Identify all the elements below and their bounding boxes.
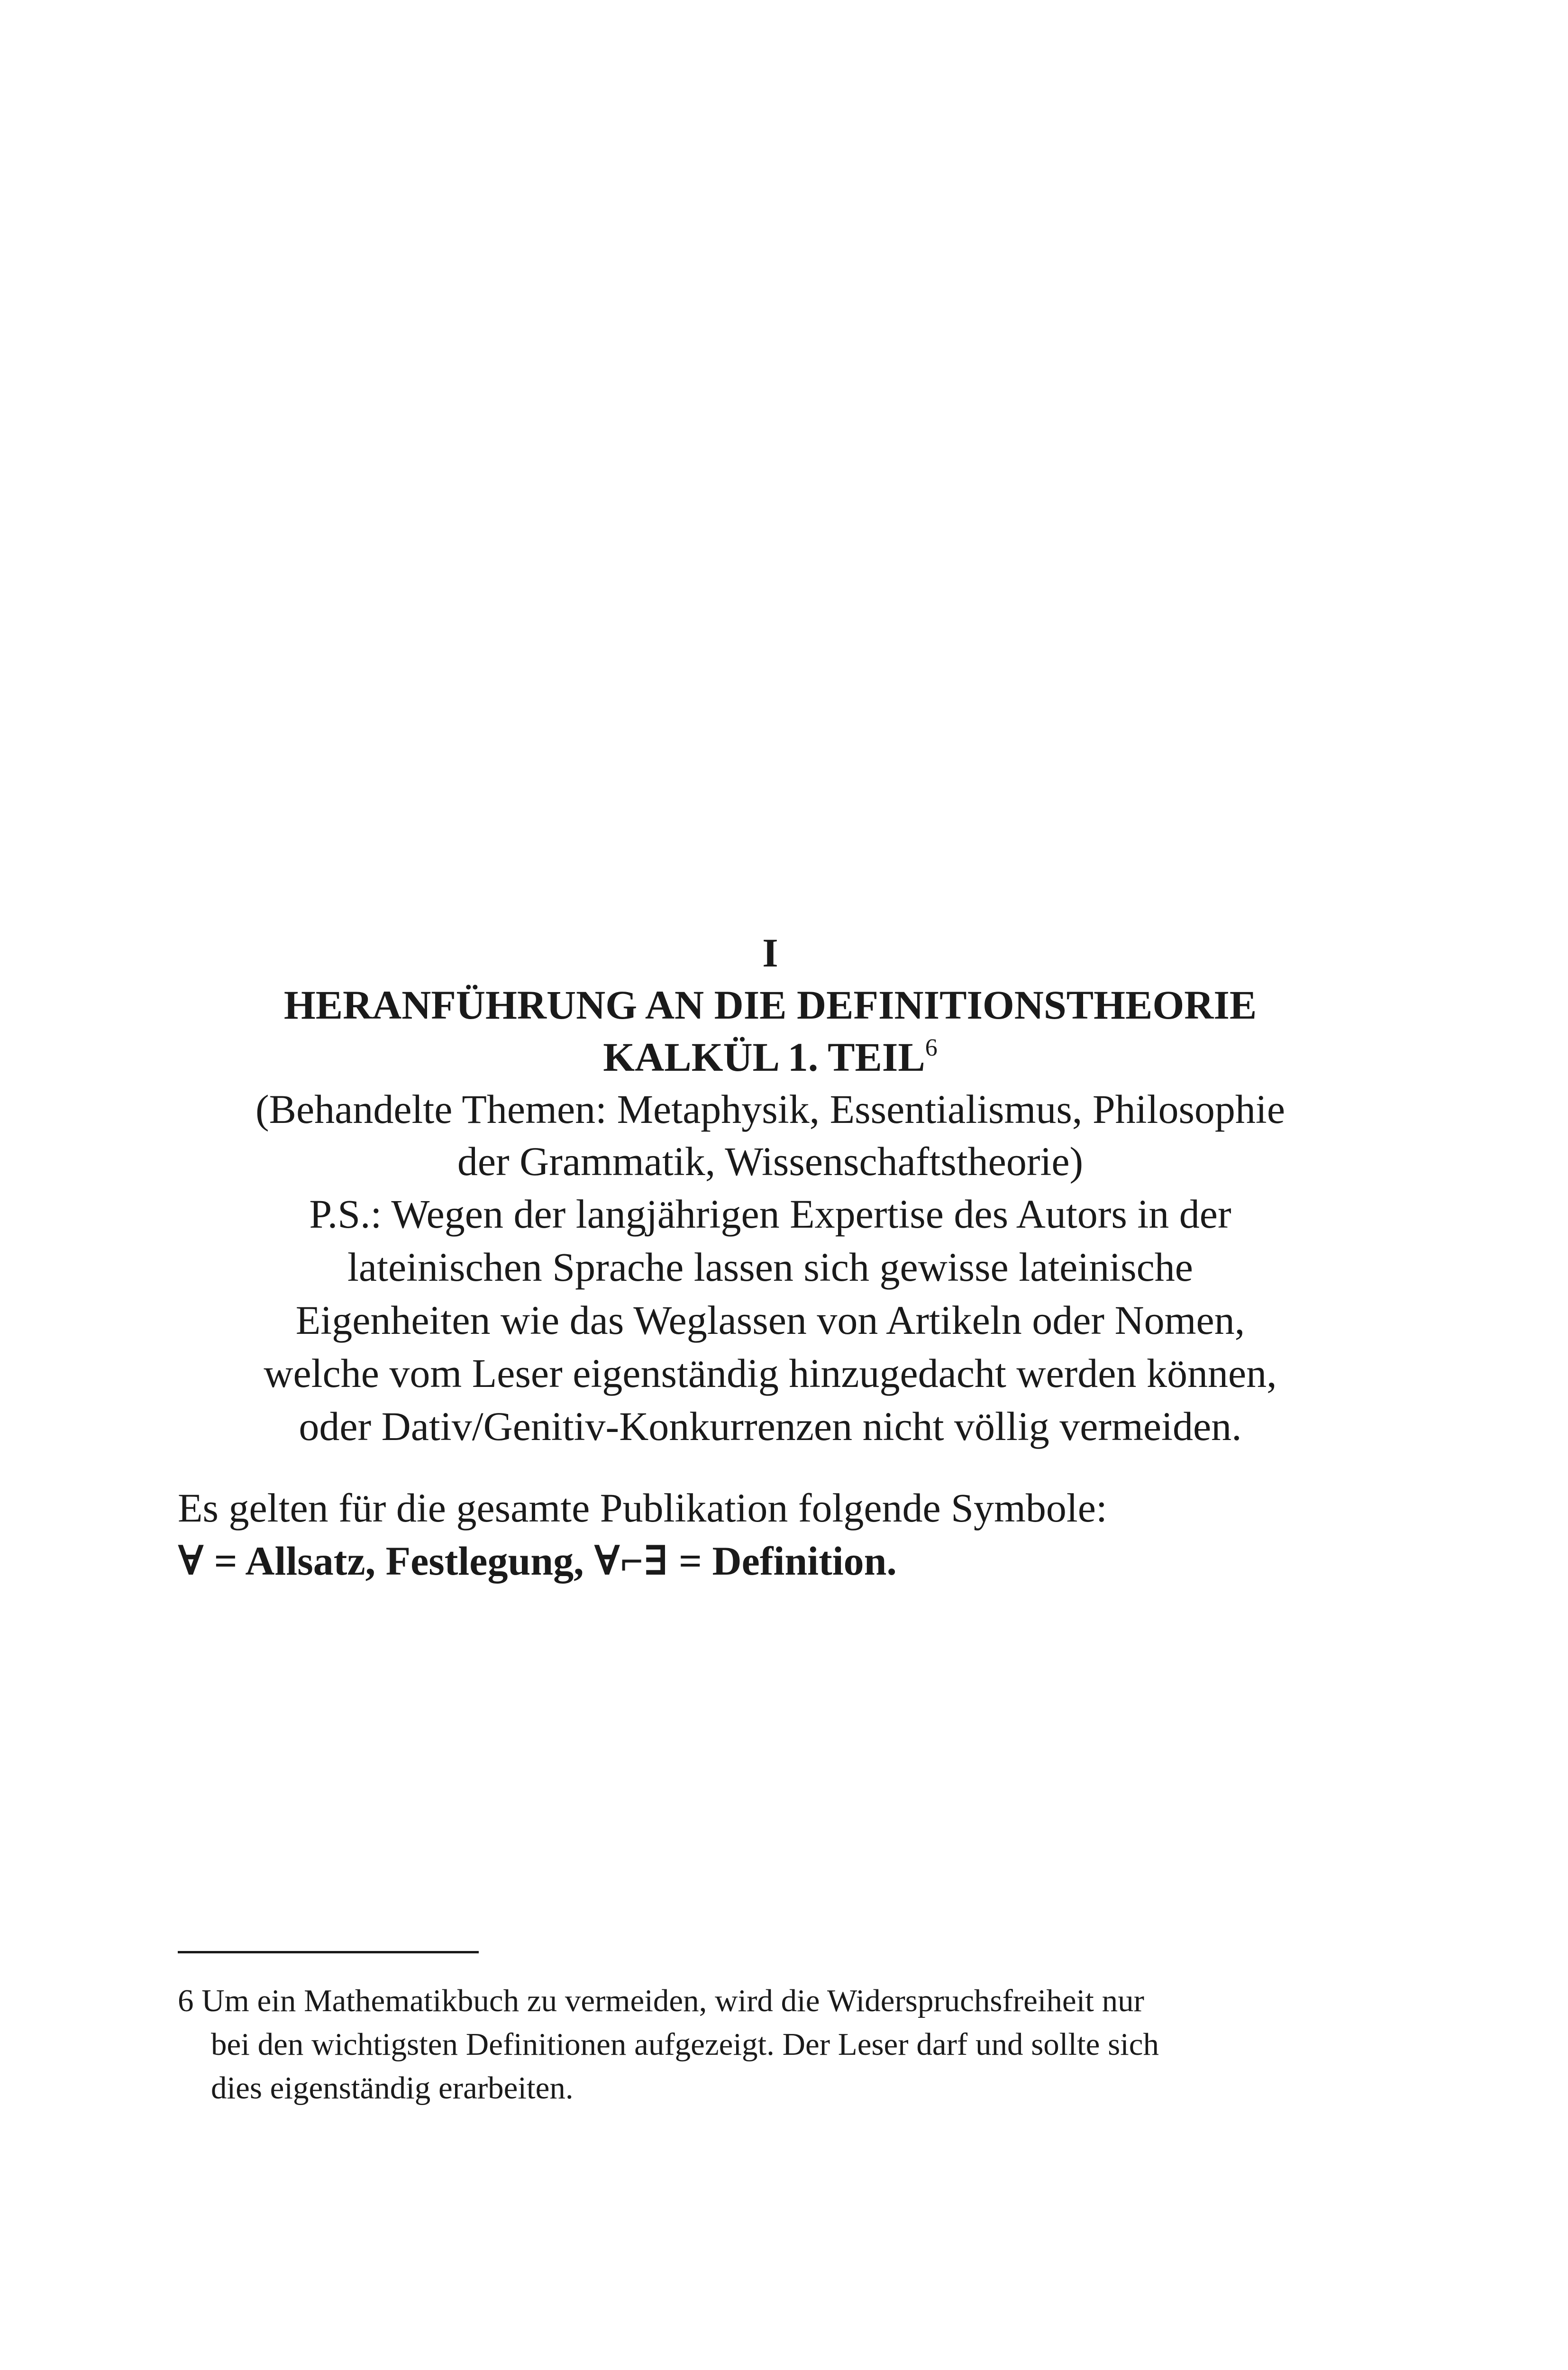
symbols-definition: ∀ = Allsatz, Festlegung, ∀⌐∃ = Definition.	[178, 1538, 897, 1584]
topics-paragraph	[156, 1083, 1384, 1187]
chapter-number: I	[762, 930, 778, 975]
topics-line: (Behandelte Themen: Metaphysik, Essentialismus, Philosophie	[255, 1086, 1285, 1132]
symbols-intro: Es gelten für die gesamte Publikation folgende Symbole:	[178, 1485, 1107, 1531]
ps-line: Eigenheiten wie das Weglassen von Artikeln oder Nomen,	[295, 1297, 1245, 1343]
ps-paragraph	[156, 1187, 1384, 1453]
symbols-block	[178, 1481, 1410, 1587]
footnote-reference: 6	[925, 1034, 938, 1061]
footnote-line: bei den wichtigsten Definitionen aufgezeigt. Der Leser darf und sollte sich	[211, 2027, 1159, 2062]
footnote-line: 6 Um ein Mathematikbuch zu vermeiden, wird die Widerspruchsfreiheit nur	[178, 1983, 1144, 2018]
ps-line: lateinischen Sprache lassen sich gewisse lateinische	[347, 1244, 1193, 1290]
footnote	[178, 1979, 1391, 2110]
ps-line: welche vom Leser eigenständig hinzugedacht werden können,	[264, 1350, 1277, 1396]
ps-line: oder Dativ/Genitiv-Konkurrenzen nicht völlig vermeiden.	[299, 1404, 1242, 1449]
footnote-divider	[178, 1951, 479, 1953]
chapter-heading-block	[156, 927, 1384, 1453]
ps-line: P.S.: Wegen der langjährigen Expertise des Autors in der	[309, 1191, 1231, 1237]
chapter-subtitle-text: KALKÜL 1. TEIL	[603, 1034, 925, 1080]
chapter-title: HERANFÜHRUNG AN DIE DEFINITIONSTHEORIE	[283, 982, 1257, 1028]
topics-line: der Grammatik, Wissenschaftstheorie)	[457, 1139, 1084, 1184]
footnote-line: dies eigenständig erarbeiten.	[211, 2070, 574, 2106]
chapter-subtitle	[156, 1031, 1384, 1083]
